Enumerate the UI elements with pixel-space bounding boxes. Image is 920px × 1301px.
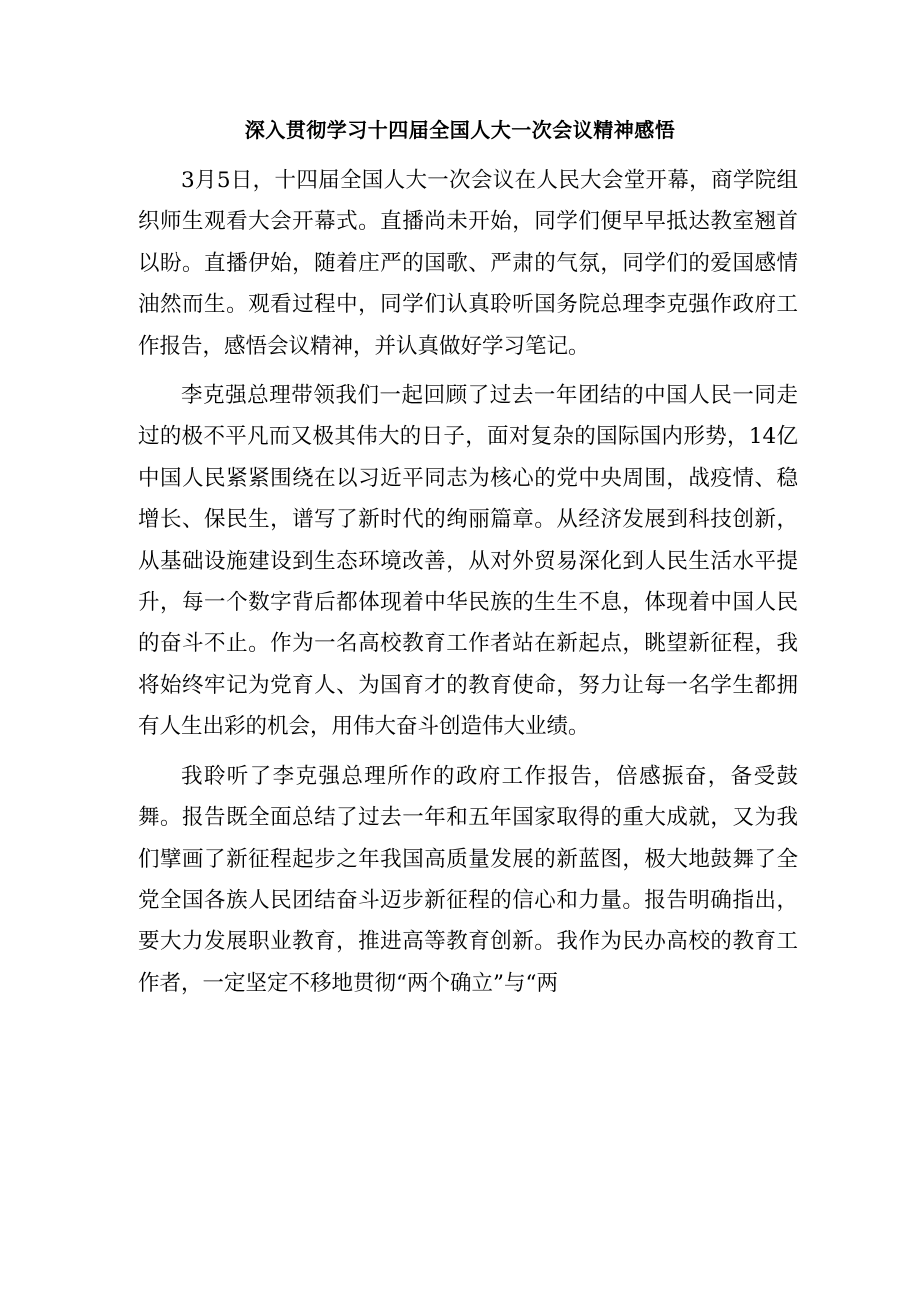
document-body bbox=[138, 160, 798, 1004]
paragraph-1: 3月5日，十四届全国人大一次会议在人民大会堂开幕，商学院组织师生观看大会开幕式。直播尚未开始，同学们便早早抵达教室翘首以盼。直播伊始，随着庄严的国歌、严肃的气氛，同学们的爱国感情油然而生。观看过程中，同学们认真聆听国务院总理李克强作政府工作报告，感悟会议精神，并认真做好学习笔记。 bbox=[138, 168, 798, 359]
paragraph-3: 我聆听了李克强总理所作的政府工作报告，倍感振奋，备受鼓舞。报告既全面总结了过去一年和五年国家取得的重大成就，又为我们擘画了新征程起步之年我国高质量发展的新蓝图，极大地鼓舞了全党全国各族人民团结奋斗迈步新征程的信心和力量。报告明确指出，要大力发展职业教育，推进高等教育创新。我作为民办高校的教育工作者，一定坚定不移地贯彻“两个确立”与“两 bbox=[138, 763, 798, 996]
paragraph-2: 李克强总理带领我们一起回顾了过去一年团结的中国人民一同走过的极不平凡而又极其伟大的日子，面对复杂的国际国内形势，14亿中国人民紧紧围绕在以习近平同志为核心的党中央周围，战疫情、稳增长、保民生，谱写了新时代的绚丽篇章。从经济发展到科技创新，从基础设施建设到生态环境改善，从对外贸易深化到人民生活水平提升，每一个数字背后都体现着中华民族的生生不息，体现着中国人民的奋斗不止。作为一名高校教育工作者站在新起点，眺望新征程，我将始终牢记为党育人、为国育才的教育使命，努力让每一名学生都拥有人生出彩的机会，用伟大奋斗创造伟大业绩。 bbox=[138, 383, 798, 740]
document-title: 深入贯彻学习十四届全国人大一次会议精神感悟 bbox=[244, 118, 676, 142]
